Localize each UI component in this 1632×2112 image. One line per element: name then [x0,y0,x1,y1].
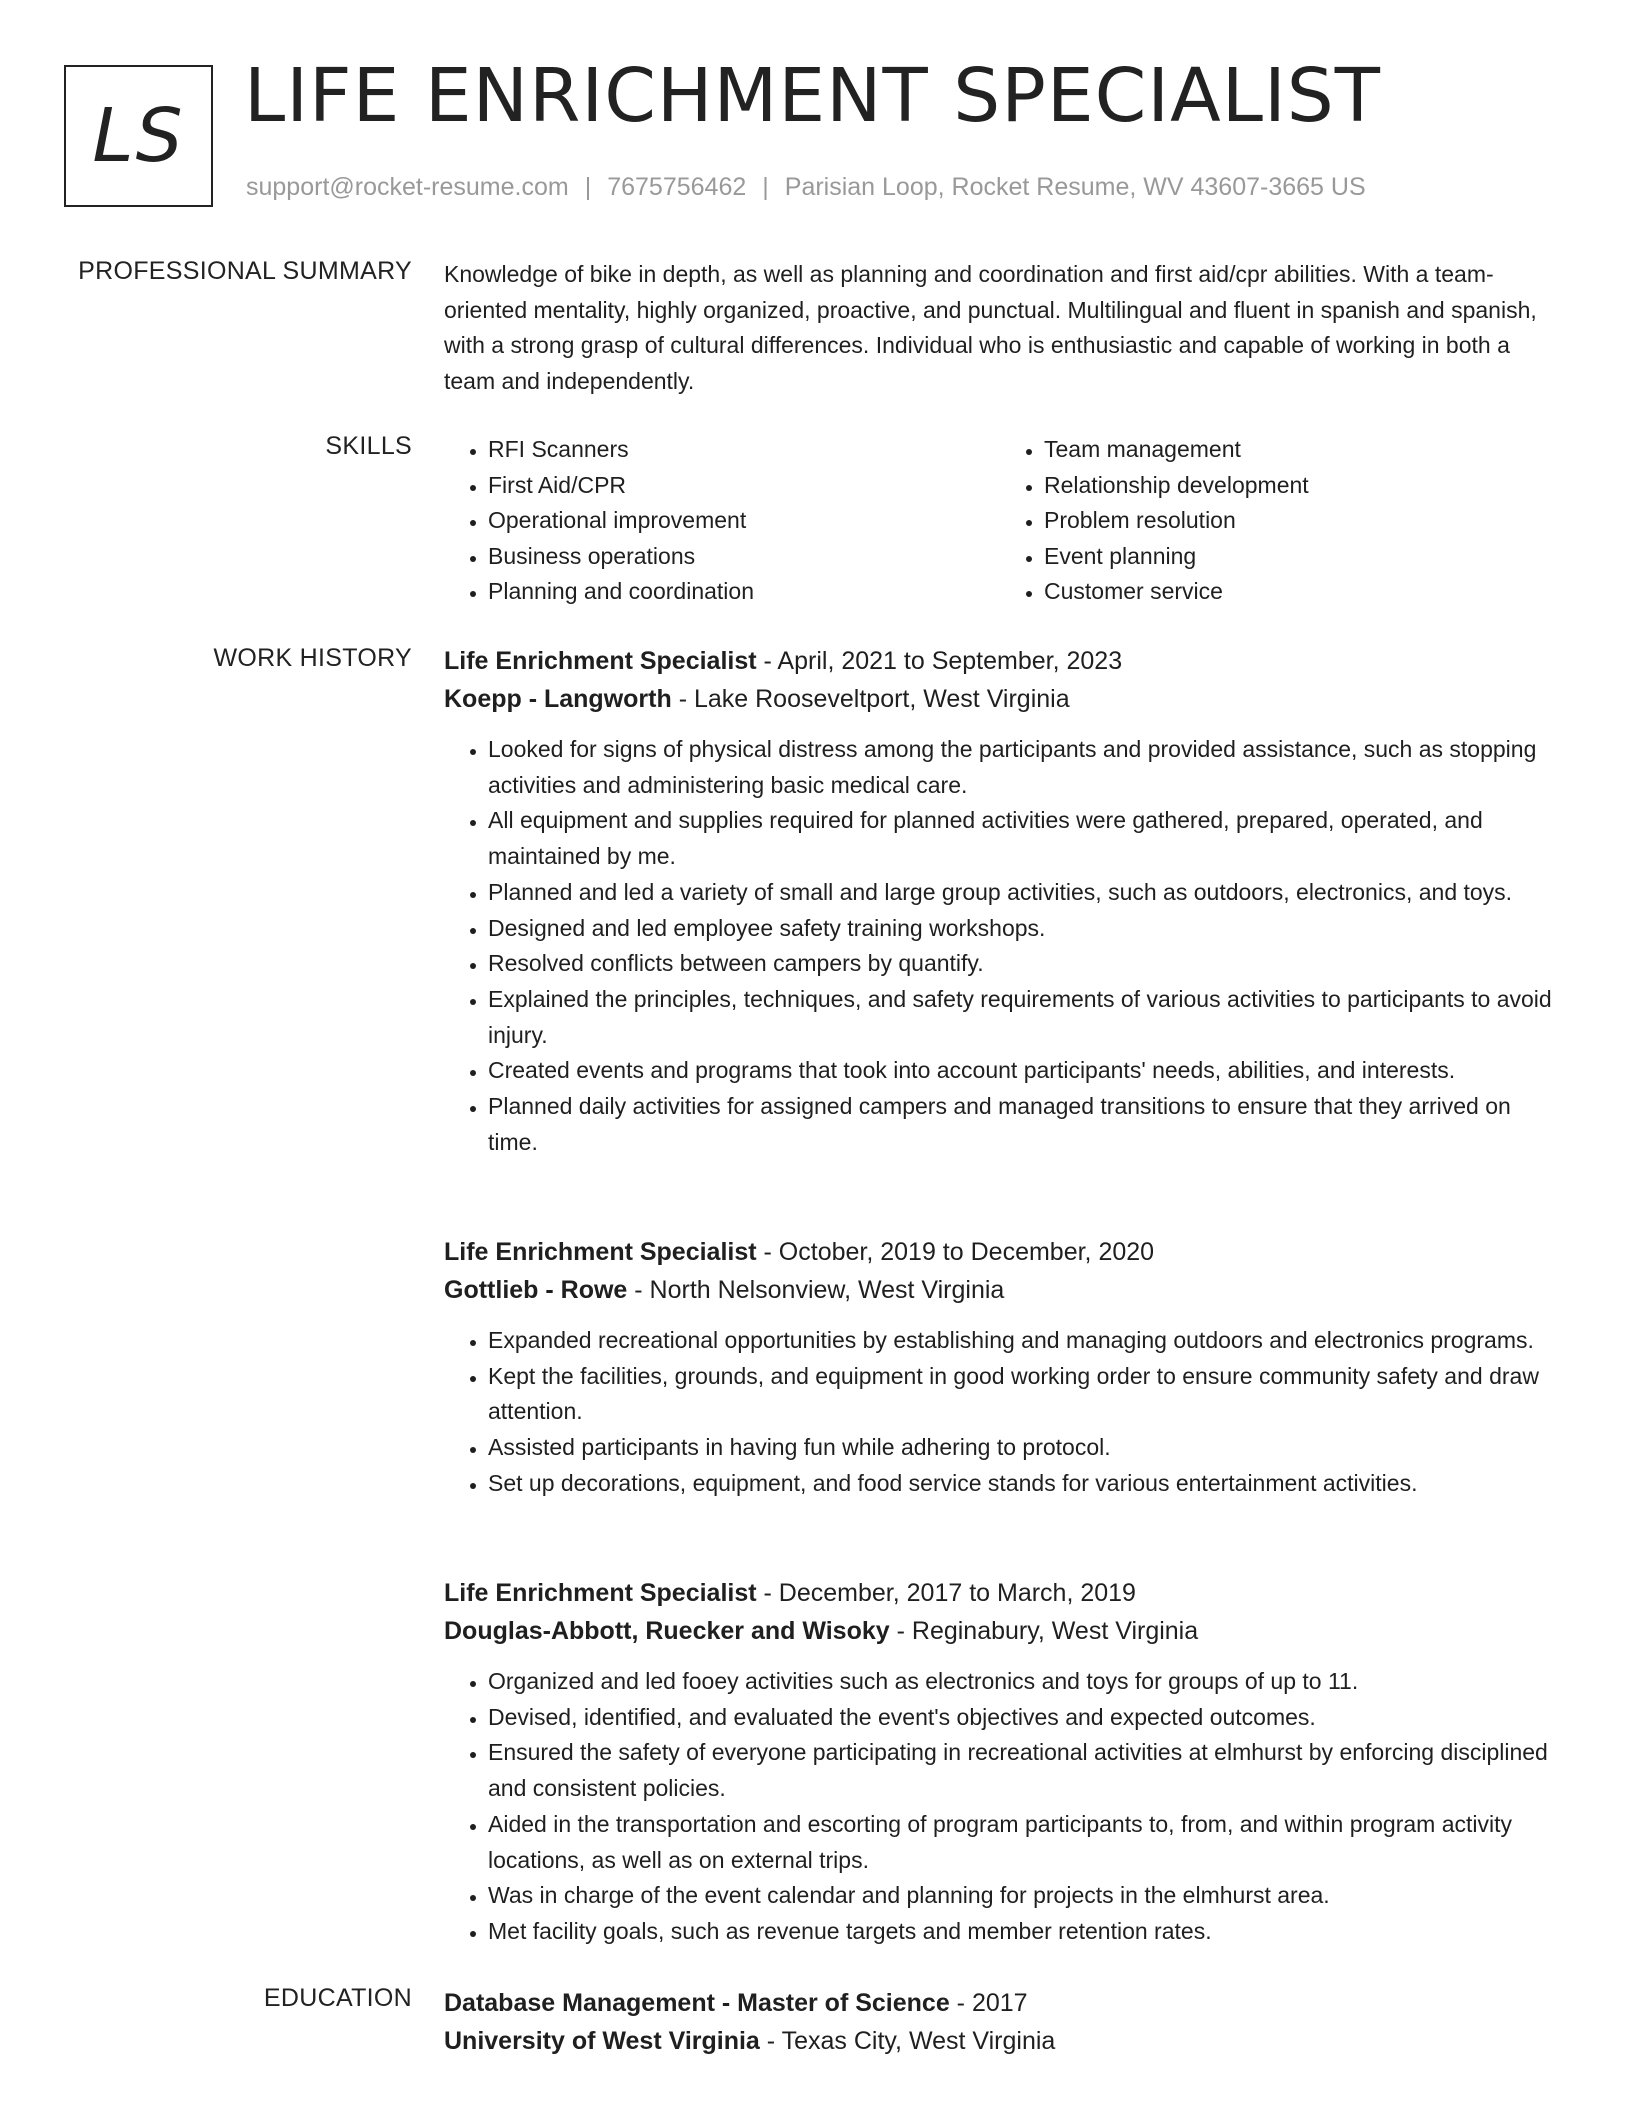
skill-item: • First Aid/CPR [488,468,1000,504]
education-year: - 2017 [949,1989,1028,2017]
job-company: Douglas-Abbott, Ruecker and Wisoky [444,1617,890,1645]
section-label-education: EDUCATION [263,1984,412,2012]
education-degree: Database Management - Master of Science [444,1989,950,2017]
job-company-line [444,1612,1556,1650]
job-title-line [444,1574,1556,1612]
job-company: Gottlieb - Rowe [444,1276,628,1304]
job-title: Life Enrichment Specialist [444,1238,757,1266]
job-dates: - December, 2017 to March, 2019 [756,1579,1136,1607]
job-bullet: • Designed and led employee safety training workshops. [488,911,1556,947]
job-body [444,642,1556,1160]
skill-item: • Team management [1044,432,1556,468]
education-body [444,1984,1556,2060]
skills-list-right [1000,432,1556,610]
job-bullet: • Kept the facilities, grounds, and equipment in good working order to ensure community safety and draw attention. [488,1359,1556,1430]
education-school-line [444,2022,1556,2060]
job-bullet: • Planned daily activities for assigned campers and managed transitions to ensure that they arrived on time. [488,1089,1556,1160]
job-bullet: • Was in charge of the event calendar and planning for projects in the elmhurst area. [488,1878,1556,1914]
job-bullet: • Devised, identified, and evaluated the event's objectives and expected outcomes. [488,1700,1556,1736]
contact-email: support@rocket-resume.com [246,173,569,201]
job-company: Koepp - Langworth [444,685,672,713]
job-location: - Lake Rooseveltport, West Virginia [671,685,1070,713]
job-dates: - April, 2021 to September, 2023 [756,647,1123,675]
education-location: - Texas City, West Virginia [759,2027,1056,2055]
job-location: - Reginabury, West Virginia [889,1617,1199,1645]
job-company-line [444,680,1556,718]
job-bullet: • Looked for signs of physical distress among the participants and provided assistance, such as stopping activities and administering basic medical care. [488,732,1556,803]
job-bullet: • Planned and led a variety of small and large group activities, such as outdoors, electronics, and toys. [488,875,1556,911]
job-body [444,1574,1556,1950]
skill-item: • Problem resolution [1044,503,1556,539]
job-bullet: • Created events and programs that took into account participants' needs, abilities, and interests. [488,1053,1556,1089]
skill-item: • Business operations [488,539,1000,575]
skill-item: • Relationship development [1044,468,1556,504]
monogram-box [64,65,213,207]
section-label-work-history: WORK HISTORY [213,644,412,672]
contact-line [246,173,1366,202]
contact-separator: | [762,173,769,201]
skill-item: • Event planning [1044,539,1556,575]
skill-item: • Customer service [1044,574,1556,610]
job-bullet-list [444,732,1556,1160]
job-bullet: • Ensured the safety of everyone participating in recreational activities at elmhurst by enforcing disciplined and consistent policies. [488,1735,1556,1806]
skill-item: • Operational improvement [488,503,1000,539]
job-bullet-list [444,1664,1556,1950]
contact-separator: | [584,173,592,201]
job-body [444,1233,1556,1502]
skill-item: • Planning and coordination [488,574,1000,610]
contact-address: Parisian Loop, Rocket Resume, WV 43607-3665 US [784,173,1366,201]
job-title-line [444,642,1556,680]
summary-body [444,257,1556,399]
skills-body [444,432,1556,610]
job-bullet: • Assisted participants in having fun while adhering to protocol. [488,1430,1556,1466]
job-title: Life Enrichment Specialist [444,647,757,675]
education-degree-line [444,1984,1556,2022]
job-bullet: • Resolved conflicts between campers by quantify. [488,946,1556,982]
education-school: University of West Virginia [444,2027,760,2055]
job-title: Life Enrichment Specialist [444,1579,757,1607]
job-bullet: • Organized and led fooey activities such as electronics and toys for groups of up to 11. [488,1664,1556,1700]
job-bullet-list [444,1323,1556,1502]
job-bullet: • All equipment and supplies required for planned activities were gathered, prepared, operated, and maintained by me. [488,803,1556,874]
job-bullet: • Set up decorations, equipment, and food service stands for various entertainment activities. [488,1466,1556,1502]
job-location: - North Nelsonview, West Virginia [627,1276,1005,1304]
summary-text: Knowledge of bike in depth, as well as planning and coordination and first aid/cpr abilities. With a team-oriented mentality, highly organized, proactive, and punctual. Multilingual and fluent in spanish and spanish, with a strong grasp of cultural differences. Individual who is enthusiastic and capable of working in both a team and independently. [444,261,1537,394]
job-company-line [444,1271,1556,1309]
skills-list-left [444,432,1000,610]
monogram-initials: LS [92,93,185,179]
job-dates: - October, 2019 to December, 2020 [756,1238,1155,1266]
contact-phone: 7675756462 [607,173,747,201]
job-bullet: • Met facility goals, such as revenue targets and member retention rates. [488,1914,1556,1950]
section-label-skills: SKILLS [325,432,412,460]
skill-item: • RFI Scanners [488,432,1000,468]
section-label-summary: PROFESSIONAL SUMMARY [78,257,412,285]
resume-title: LIFE ENRICHMENT SPECIALIST [244,53,1381,139]
job-bullet: • Expanded recreational opportunities by establishing and managing outdoors and electronics programs. [488,1323,1556,1359]
job-title-line [444,1233,1556,1271]
job-bullet: • Explained the principles, techniques, and safety requirements of various activities to participants to avoid injury. [488,982,1556,1053]
job-bullet: • Aided in the transportation and escorting of program participants to, from, and within program activity locations, as well as on external trips. [488,1807,1556,1878]
